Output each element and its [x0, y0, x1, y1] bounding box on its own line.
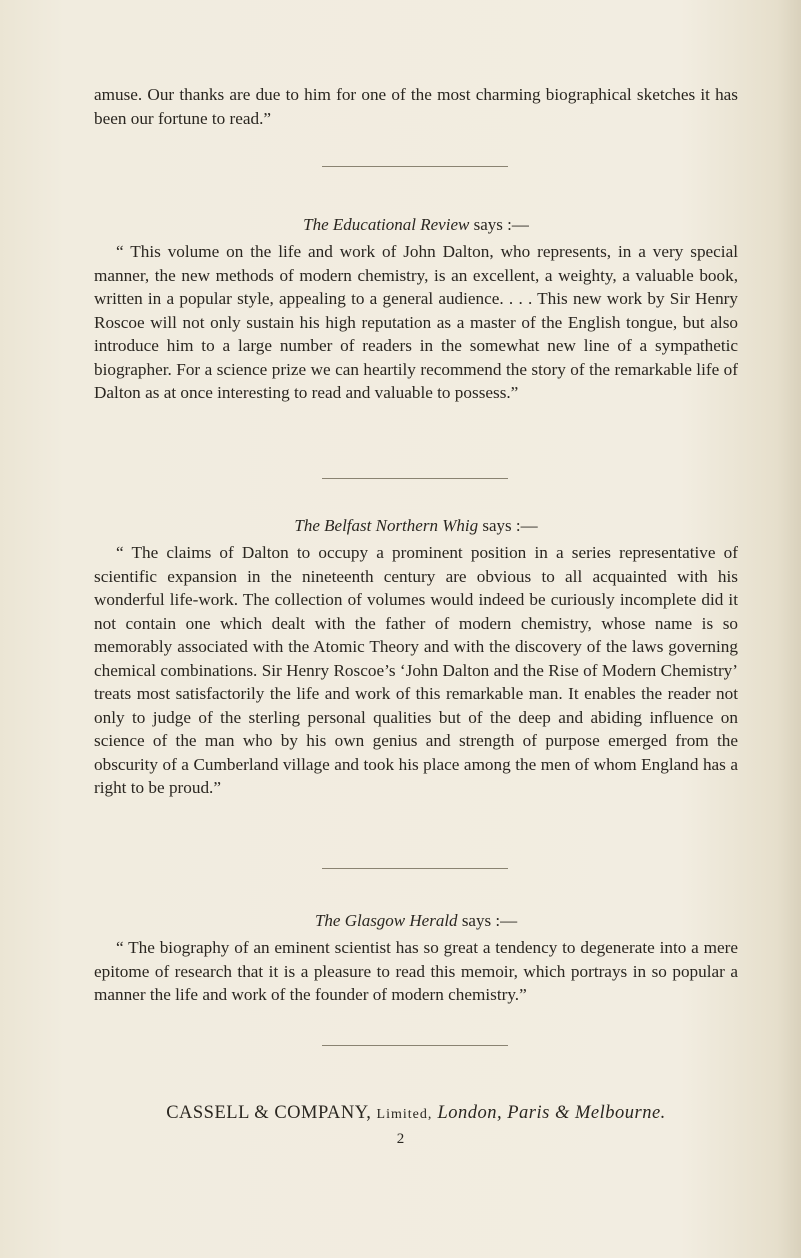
review-source-1: [94, 213, 738, 237]
review-quote-1: [94, 240, 738, 405]
section-divider: [322, 166, 508, 167]
publisher-imprint: [94, 1103, 738, 1124]
review-source-3: [94, 909, 738, 933]
quote-text: “ The claims of Dalton to occupy a prominent position in a series representative of scientific expansion in the nineteenth century are obvious to all acquainted with his wonderful life-work. The collection of volumes would indeed be curiously incomplete did it not contain one which dealt with the father of modern chemistry, whose name is so memorably associated with the Atomic Theory and with the discovery of the laws governing chemical combinations. Sir Henry Roscoe’s ‘John Dalton and the Rise of Modern Chemistry’ treats most satisfactorily the life and work of this remarkable man. It enables the reader not only to judge of the sterling personal qualities but of the deep and abiding influence on science of the man who by his own genius and strength of purpose emerged from the obscurity of a Cumberland village and took his place among the men of whom England has a right to be proud.”: [94, 543, 738, 797]
publication-name: The Educational Review: [303, 215, 470, 234]
publisher-limited: Limited,: [376, 1107, 433, 1122]
quote-text: “ This volume on the life and work of John Dalton, who represents, in a very special manner, the new methods of modern chemistry, is an excellent, a weighty, a valuable book, written in a popular style, appealing to a general audience. . . . This new work by Sir Henry Roscoe will not only sustain his high reputation as a master of the English tongue, but also introduce him to a large number of readers in the somewhat new line of a sympathetic biographer. For a science prize we can heartily recommend the story of the remarkable life of Dalton as at once interesting to read and valuable to possess.”: [94, 242, 738, 402]
publisher-cities: London, Paris & Melbourne.: [432, 1103, 666, 1123]
section-divider: [322, 1045, 508, 1046]
review-source-2: [94, 514, 738, 538]
section-divider: [322, 868, 508, 869]
publisher-name: CASSELL & COMPANY,: [166, 1103, 377, 1123]
says-label: says :—: [469, 215, 529, 234]
says-label: says :—: [478, 516, 538, 535]
says-label: says :—: [457, 911, 518, 930]
review-quote-2: [94, 541, 738, 800]
section-divider: [322, 478, 508, 479]
quote-text: “ The biography of an eminent scientist has so great a tendency to degenerate into a mere epitome of research that it is a pleasure to read this memoir, which portrays in so popular a manner the life and work of the founder of modern chemistry.”: [94, 938, 738, 1004]
publication-name: The Belfast Northern Whig: [294, 516, 479, 535]
review-quote-3: [94, 936, 738, 1007]
intro-text: amuse. Our thanks are due to him for one of the most charming biographical sketches it has been our fortune to read.”: [94, 85, 738, 128]
page-number: 2: [396, 1131, 405, 1147]
intro-paragraph: [94, 83, 738, 130]
publication-name: The Glasgow Herald: [314, 911, 458, 930]
